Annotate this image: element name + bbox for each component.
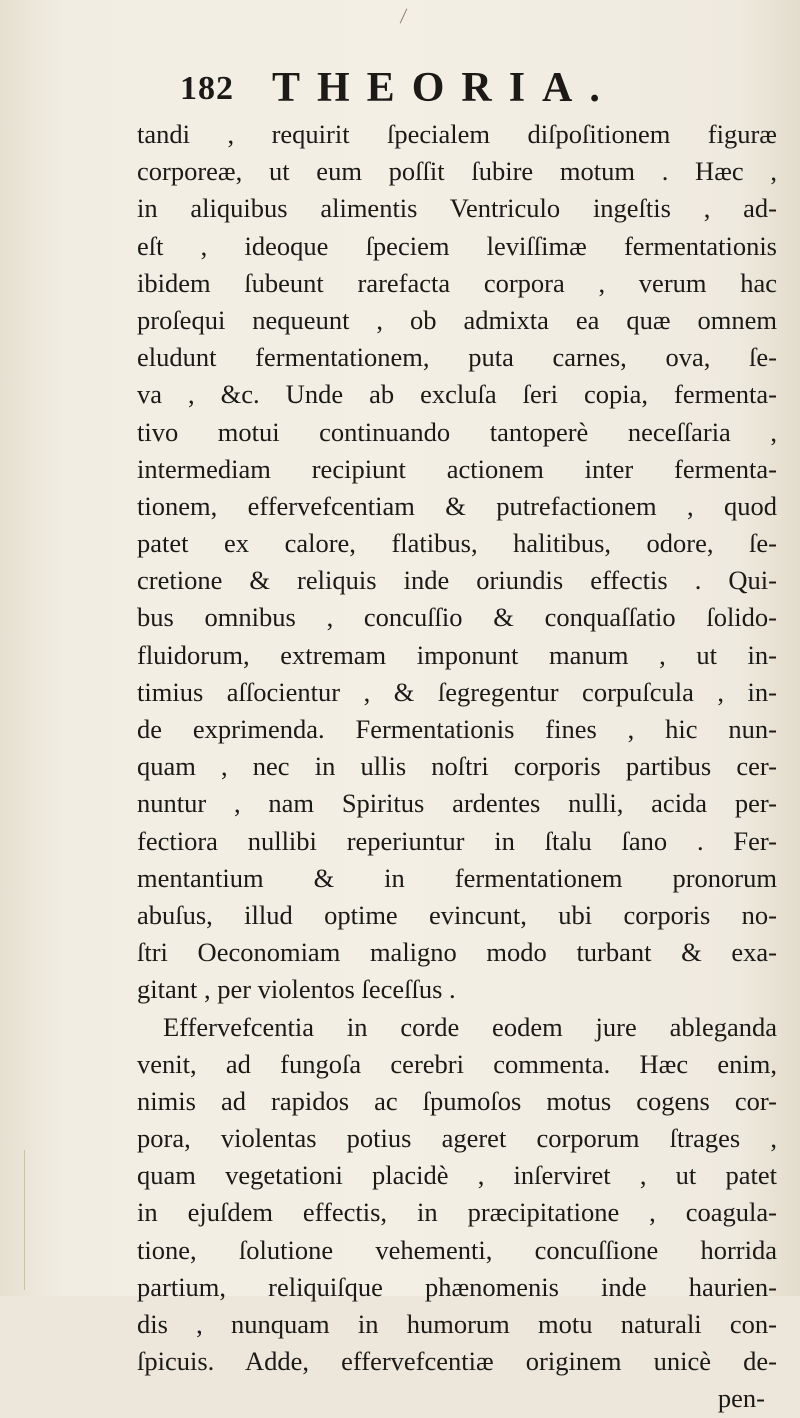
text-line: patet ex calore, flatibus, halitibus, odore, ſe- bbox=[137, 528, 777, 559]
text-line: partium, reliquiſque phænomenis inde haurien- bbox=[137, 1271, 777, 1302]
text-line: tivo motui continuando tantoperè neceſſaria , bbox=[137, 416, 777, 447]
page-header bbox=[180, 64, 680, 114]
text-line: dis , nunquam in humorum motu naturali con- bbox=[137, 1309, 777, 1339]
text-line: quam , nec in ullis noſtri corporis partibus cer- bbox=[137, 751, 777, 782]
text-line: timius aſſocientur , & ſegregentur corpuſcula , in- bbox=[137, 676, 777, 707]
text-line: abuſus, illud optime evincunt, ubi corporis no- bbox=[137, 899, 777, 930]
text-line: in aliquibus alimentis Ventriculo ingeſtis , ad- bbox=[137, 193, 777, 224]
text-line: ſpicuis. Adde, effervefcentiæ originem unicè de- bbox=[137, 1346, 777, 1377]
text-line: pora, violentas potius ageret corporum ſtrages , bbox=[137, 1123, 777, 1154]
ink-tick-mark bbox=[400, 9, 408, 24]
paragraph-start-line: Effervefcentia in corde eodem jure ableganda bbox=[163, 1011, 777, 1042]
text-line: eludunt fermentationem, puta carnes, ova, ſe- bbox=[137, 342, 777, 373]
paper-edge-mark bbox=[24, 1150, 25, 1290]
text-line: nimis ad rapidos ac ſpumoſos motus cogens cor- bbox=[137, 1085, 777, 1116]
text-line: venit, ad fungoſa cerebri commenta. Hæc enim, bbox=[137, 1048, 777, 1079]
text-line: tandi , requirit ſpecialem diſpoſitionem figuræ bbox=[137, 119, 777, 149]
text-line: bus omnibus , concuſſio & conquaſſatio ſolido- bbox=[137, 602, 777, 633]
text-line: proſequi nequeunt , ob admixta ea quæ omnem bbox=[137, 304, 777, 335]
text-line: fectiora nullibi reperiuntur in ſtalu ſano . Fer- bbox=[137, 825, 777, 856]
text-line: tionem, effervefcentiam & putrefactionem , quod bbox=[137, 490, 777, 521]
text-line: corporeæ, ut eum poſſit ſubire motum . Hæc , bbox=[137, 156, 777, 187]
text-line: gitant , per violentos ſeceſſus . bbox=[137, 974, 456, 1005]
page-number: 182 bbox=[180, 70, 234, 107]
text-line: intermediam recipiunt actionem inter fermenta- bbox=[137, 453, 777, 484]
text-line: de exprimenda. Fermentationis fines , hic nun- bbox=[137, 714, 777, 744]
running-title: THEORIA. bbox=[272, 65, 617, 111]
text-line: fluidorum, extremam imponunt manum , ut in- bbox=[137, 639, 777, 670]
text-line: nuntur , nam Spiritus ardentes nulli, acida per- bbox=[137, 788, 777, 819]
catchword: pen- bbox=[717, 1383, 765, 1414]
text-line: in ejuſdem effectis, in præcipitatione , coagula- bbox=[137, 1197, 777, 1228]
text-line: ſtri Oeconomiam maligno modo turbant & exa- bbox=[137, 937, 777, 968]
text-line: eſt , ideoque ſpeciem leviſſimæ fermentationis bbox=[137, 230, 777, 261]
text-line: quam vegetationi placidè , inſerviret , ut patet bbox=[137, 1160, 777, 1191]
body-text bbox=[137, 116, 777, 1418]
text-line: cretione & reliquis inde oriundis effectis . Qui- bbox=[137, 565, 777, 596]
text-line: va , &c. Unde ab excluſa ſeri copia, fermenta- bbox=[137, 379, 777, 410]
text-line: ibidem ſubeunt rarefacta corpora , verum hac bbox=[137, 267, 777, 298]
text-line: mentantium & in fermentationem pronorum bbox=[137, 862, 777, 893]
text-line: tione, ſolutione vehementi, concuſſione horrida bbox=[137, 1234, 777, 1265]
